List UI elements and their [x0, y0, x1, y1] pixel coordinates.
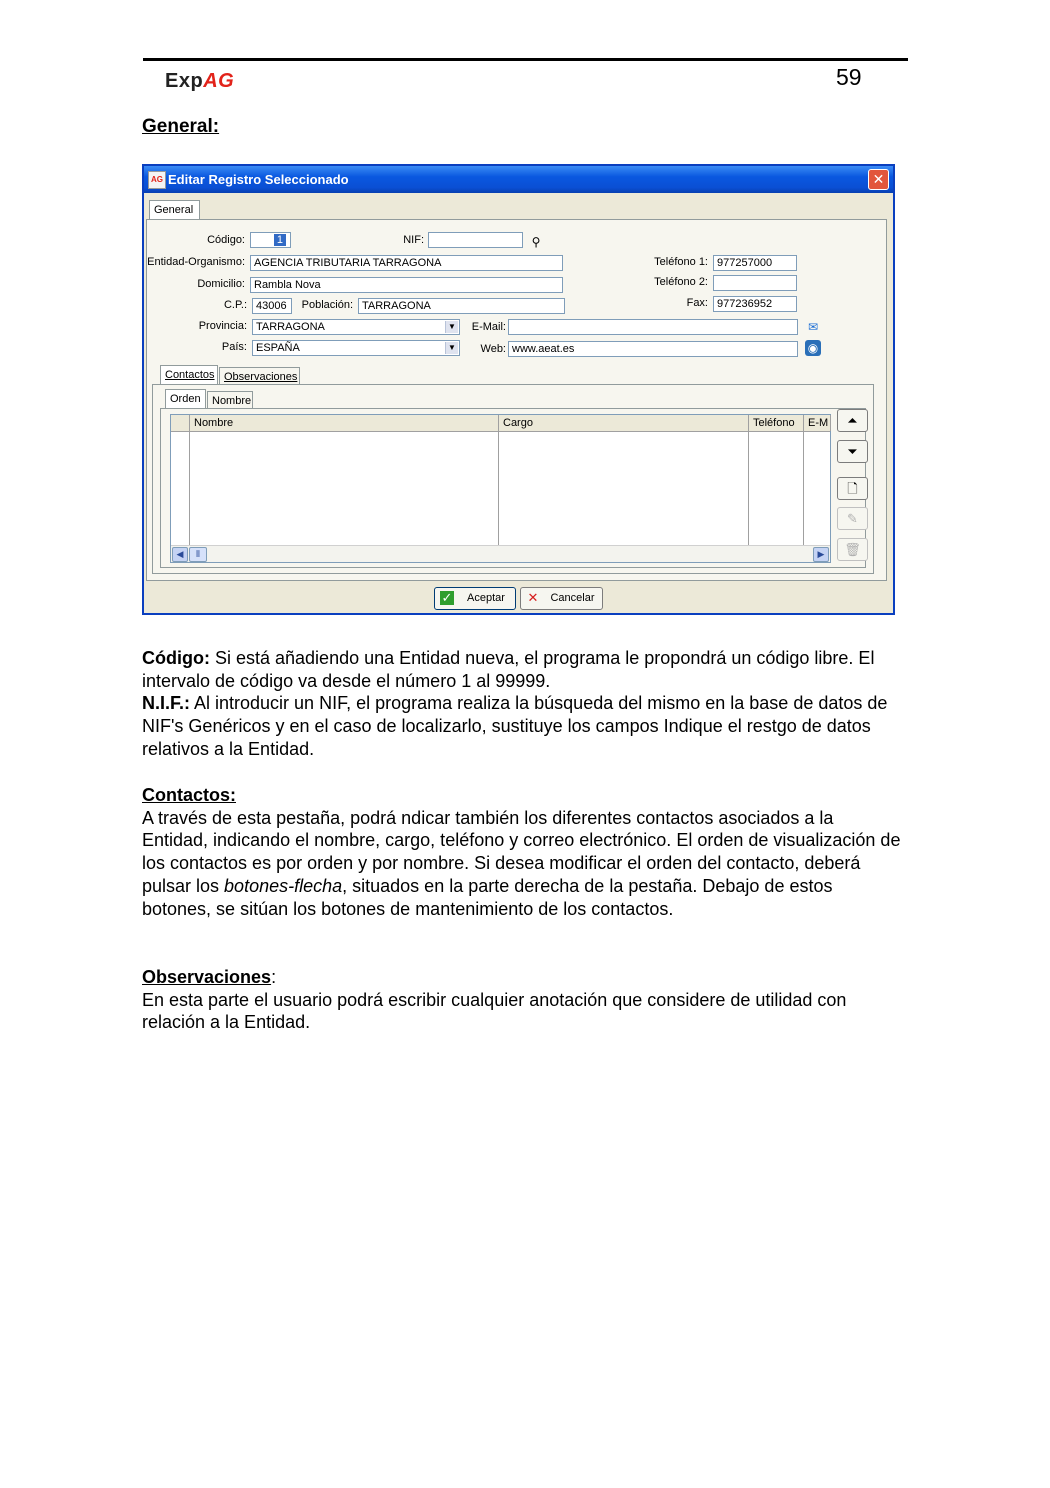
telefono1-input[interactable]: 977257000	[713, 255, 797, 271]
web-input[interactable]: www.aeat.es	[508, 341, 798, 357]
fax-input[interactable]: 977236952	[713, 296, 797, 312]
nif-description: N.I.F.: Al introducir un NIF, el programa realiza la búsqueda del mismo en la base de datos de NIF's Genéricos y en el caso de localizarlo, sustituye los campos Indique el restgo de datos relativos a la Entidad.	[142, 693, 888, 759]
domicilio-input[interactable]: Rambla Nova	[250, 277, 563, 293]
codigo-label: Código:	[207, 234, 245, 246]
contacts-grid[interactable]	[170, 414, 831, 563]
tab-nombre[interactable]: Nombre	[207, 391, 253, 409]
section-title-general: General:	[142, 116, 220, 137]
tab-observaciones[interactable]: Observaciones	[219, 367, 300, 385]
fax-label: Fax:	[686, 297, 708, 309]
edit-icon: ✎	[847, 511, 858, 526]
search-icon[interactable]: ⚲	[531, 235, 541, 249]
email-label: E-Mail:	[471, 321, 506, 333]
aceptar-button[interactable]: ✓ Aceptar	[434, 587, 516, 610]
column-header-telefono[interactable]: Teléfono	[749, 415, 804, 431]
entidad-input[interactable]: AGENCIA TRIBUTARIA TARRAGONA	[250, 255, 563, 271]
header-rule	[143, 58, 908, 61]
check-icon: ✓	[441, 590, 453, 605]
web-label: Web:	[480, 343, 506, 355]
provincia-select[interactable]: TARRAGONA ▼	[252, 319, 460, 335]
globe-icon[interactable]: ◉	[805, 340, 821, 356]
delete-contact-button[interactable]	[837, 538, 868, 561]
codigo-description: Código: Si está añadiendo una Entidad nueva, el programa le propondrá un código libre. El intervalo de código va desde el número 1 al 99999.	[142, 648, 875, 691]
telefono2-input[interactable]	[713, 275, 797, 291]
scroll-thumb[interactable]: ⦀	[189, 547, 207, 562]
grid-divider	[498, 431, 499, 545]
expag-logo: ExpAG	[165, 70, 235, 92]
chevron-down-icon[interactable]: ▼	[445, 342, 458, 354]
cp-label: C.P.:	[223, 299, 247, 311]
pais-label: País:	[221, 341, 247, 353]
observaciones-description: En esta parte el usuario podrá escribir cualquier anotación que considere de utilidad con relación a la Entidad.	[142, 989, 847, 1033]
cancelar-button[interactable]: ✕ Cancelar	[520, 587, 603, 610]
send-mail-icon[interactable]: ✉	[807, 320, 819, 334]
grid-divider	[803, 431, 804, 545]
tab-general[interactable]: General	[149, 200, 200, 220]
codigo-nif-paragraph	[142, 647, 902, 761]
move-down-button[interactable]	[837, 440, 868, 463]
scroll-left-icon[interactable]: ◀	[172, 547, 188, 562]
dialog-title: Editar Registro Seleccionado	[168, 172, 349, 187]
provincia-label: Provincia:	[198, 320, 247, 332]
page-number: 59	[836, 64, 862, 90]
app-icon: AG	[148, 171, 166, 189]
observaciones-heading-line: Observaciones:	[142, 967, 277, 987]
grid-divider	[189, 431, 190, 545]
grid-header	[171, 415, 830, 432]
contactos-paragraph	[142, 784, 902, 920]
cp-input[interactable]: 43006	[252, 298, 292, 314]
move-up-button[interactable]	[837, 409, 868, 432]
telefono1-label: Teléfono 1:	[654, 256, 708, 268]
poblacion-label: Población:	[301, 299, 353, 311]
row-indicator-header	[171, 415, 190, 431]
observaciones-paragraph	[142, 966, 902, 1034]
horizontal-scrollbar[interactable]	[171, 545, 830, 562]
nif-label: NIF:	[403, 234, 424, 246]
telefono2-label: Teléfono 2:	[654, 276, 708, 288]
trash-icon: 🗑	[844, 542, 861, 557]
email-input[interactable]	[508, 319, 798, 335]
new-document-icon: 🗋	[847, 481, 858, 496]
nif-input[interactable]	[428, 232, 523, 248]
scroll-right-icon[interactable]: ▶	[813, 547, 829, 562]
domicilio-label: Domicilio:	[197, 278, 245, 290]
poblacion-input[interactable]: TARRAGONA	[358, 298, 565, 314]
contactos-description: A través de esta pestaña, podrá ndicar también los diferentes contactos asociados a la Entidad, indicando el nombre, cargo, teléfono y correo electrónico. El orden de visualización de los contactos es por orden y por nombre. Si desea modificar el orden del contacto, deberá pulsar los botones-flecha, situados en la parte derecha de la pestaña. Debajo de estos botones, se sitúan los botones de mantenimiento de los contactos.	[142, 807, 901, 919]
arrow-down-icon: ⏷	[847, 444, 858, 459]
grid-divider	[748, 431, 749, 545]
tab-contactos[interactable]: Contactos	[160, 365, 218, 385]
close-icon: ✕	[527, 590, 539, 605]
pais-select[interactable]: ESPAÑA ▼	[252, 340, 460, 356]
column-header-nombre[interactable]: Nombre	[190, 415, 499, 431]
codigo-input[interactable]: 1	[250, 232, 291, 248]
dialog-titlebar[interactable]	[144, 166, 893, 193]
edit-contact-button[interactable]	[837, 507, 868, 530]
close-button[interactable]: ✕	[868, 169, 889, 190]
chevron-down-icon[interactable]: ▼	[445, 321, 458, 333]
tab-orden[interactable]: Orden	[165, 389, 206, 409]
column-header-email[interactable]: E-M	[804, 415, 831, 431]
arrow-up-icon: ⏶	[847, 413, 858, 428]
entidad-label: Entidad-Organismo:	[147, 256, 245, 268]
new-contact-button[interactable]	[837, 477, 868, 500]
column-header-cargo[interactable]: Cargo	[499, 415, 749, 431]
contactos-heading: Contactos:	[142, 785, 236, 805]
